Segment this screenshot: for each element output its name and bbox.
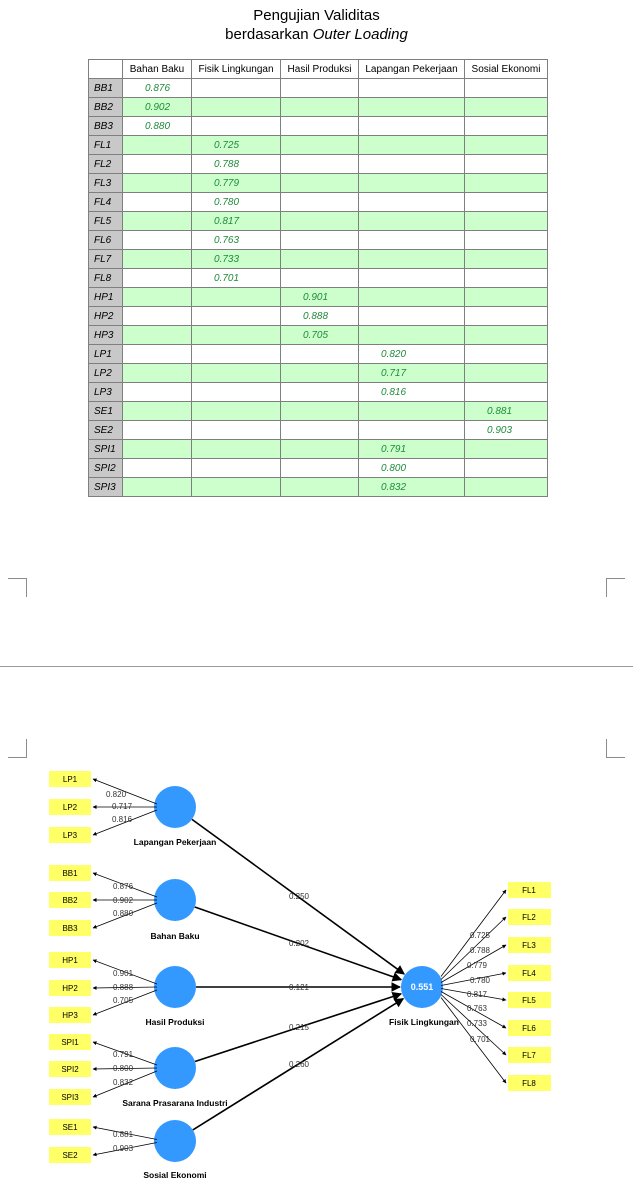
- construct-name: Bahan Baku: [150, 931, 200, 941]
- loading-value: 0.733: [466, 1019, 488, 1028]
- row-label: SE1: [89, 402, 123, 421]
- loading-cell: 0.901: [281, 288, 359, 307]
- indicator-label: LP2: [62, 803, 78, 812]
- construct-node: [154, 786, 196, 828]
- row-label: SPI3: [89, 478, 123, 497]
- loading-cell: 0.725: [192, 136, 281, 155]
- loading-cell: 0.788: [192, 155, 281, 174]
- path-coefficient: 0.215: [288, 1023, 310, 1032]
- loading-value: 0.902: [113, 896, 134, 905]
- construct-name: Lapangan Pekerjaan: [133, 837, 217, 847]
- loading-value: 0.876: [113, 882, 134, 891]
- loading-value: 0.880: [113, 909, 134, 918]
- row-label: HP2: [89, 307, 123, 326]
- construct-name: Hasil Produksi: [145, 1017, 205, 1027]
- indicator-label: FL2: [522, 913, 536, 922]
- loading-cell: 0.903: [465, 421, 548, 440]
- title-line1: Pengujian Validitas: [253, 7, 380, 24]
- loading-value: 0.780: [469, 976, 491, 985]
- row-label: BB2: [89, 98, 123, 117]
- indicator-label: LP3: [62, 831, 78, 840]
- loading-value: 0.791: [113, 1050, 134, 1059]
- indicator-label: FL1: [522, 886, 536, 895]
- indicator-label: FL3: [522, 941, 536, 950]
- row-label: FL3: [89, 174, 123, 193]
- loading-value: 0.717: [112, 802, 133, 811]
- indicator-label: SPI2: [61, 1065, 79, 1074]
- loading-value: 0.705: [113, 996, 134, 1005]
- indicator-label: FL7: [522, 1051, 536, 1060]
- loading-value: 0.817: [466, 990, 488, 999]
- row-label: BB1: [89, 79, 123, 98]
- loading-value: 0.888: [113, 983, 134, 992]
- construct-node: [154, 966, 196, 1008]
- row-label: SPI1: [89, 440, 123, 459]
- row-label: LP1: [89, 345, 123, 364]
- loading-value: 0.725: [469, 931, 491, 940]
- row-label: FL8: [89, 269, 123, 288]
- title-line2-prefix: berdasarkan: [225, 26, 313, 43]
- loading-value: 0.903: [113, 1144, 134, 1153]
- indicator-label: BB2: [62, 896, 78, 905]
- row-label: FL5: [89, 212, 123, 231]
- path-coefficient: 0.250: [288, 892, 310, 901]
- column-header: Sosial Ekonomi: [465, 60, 548, 79]
- loading-value: 0.816: [112, 815, 133, 824]
- construct-name: Sosial Ekonomi: [143, 1170, 207, 1180]
- row-label: FL6: [89, 231, 123, 250]
- loading-cell: 0.888: [281, 307, 359, 326]
- loading-cell: 0.763: [192, 231, 281, 250]
- indicator-label: FL8: [522, 1079, 536, 1088]
- loading-cell: 0.800: [359, 459, 465, 478]
- loading-cell: 0.816: [359, 383, 465, 402]
- loading-cell: 0.717: [359, 364, 465, 383]
- loading-cell: 0.876: [123, 79, 192, 98]
- indicator-label: BB3: [62, 924, 78, 933]
- title-line2-italic: Outer Loading: [312, 26, 408, 43]
- path-coefficient: 0.121: [288, 983, 310, 992]
- loading-cell: 0.779: [192, 174, 281, 193]
- indicator-label: HP2: [62, 984, 78, 993]
- row-label: FL4: [89, 193, 123, 212]
- indicator-label: HP3: [62, 1011, 78, 1020]
- loading-cell: 0.832: [359, 478, 465, 497]
- loading-value: 0.701: [469, 1035, 491, 1044]
- loading-cell: 0.902: [123, 98, 192, 117]
- loading-value: 0.788: [469, 946, 491, 955]
- loading-cell: 0.820: [359, 345, 465, 364]
- r-squared-value: 0.551: [410, 982, 434, 992]
- loading-value: 0.832: [113, 1078, 134, 1087]
- column-header: Fisik Lingkungan: [192, 60, 281, 79]
- indicator-label: SE2: [62, 1151, 78, 1160]
- loading-value: 0.901: [113, 969, 134, 978]
- construct-name: Fisik Lingkungan: [389, 1017, 459, 1027]
- row-label: SPI2: [89, 459, 123, 478]
- loading-value: 0.763: [466, 1004, 488, 1013]
- loading-cell: 0.705: [281, 326, 359, 345]
- indicator-label: FL5: [522, 996, 536, 1005]
- row-label: FL2: [89, 155, 123, 174]
- indicator-label: LP1: [62, 775, 78, 784]
- loading-cell: 0.817: [192, 212, 281, 231]
- loading-value: 0.820: [106, 790, 127, 799]
- column-header: Hasil Produksi: [281, 60, 359, 79]
- row-label: BB3: [89, 117, 123, 136]
- loading-value: 0.779: [466, 961, 488, 970]
- row-label: HP3: [89, 326, 123, 345]
- row-label: LP3: [89, 383, 123, 402]
- indicator-label: SE1: [62, 1123, 78, 1132]
- loading-value: 0.881: [113, 1130, 134, 1139]
- loading-value: 0.800: [113, 1064, 134, 1073]
- indicator-label: SPI3: [61, 1093, 79, 1102]
- loading-cell: 0.701: [192, 269, 281, 288]
- path-coefficient: 0.260: [288, 1060, 310, 1069]
- indicator-label: BB1: [62, 869, 78, 878]
- row-label: FL7: [89, 250, 123, 269]
- loading-cell: 0.733: [192, 250, 281, 269]
- loading-cell: 0.791: [359, 440, 465, 459]
- construct-node: [154, 879, 196, 921]
- loading-cell: 0.780: [192, 193, 281, 212]
- row-label: HP1: [89, 288, 123, 307]
- row-label: FL1: [89, 136, 123, 155]
- column-header: Bahan Baku: [123, 60, 192, 79]
- construct-node: [154, 1120, 196, 1162]
- row-label: SE2: [89, 421, 123, 440]
- indicator-label: FL4: [522, 969, 536, 978]
- column-header: Lapangan Pekerjaan: [359, 60, 465, 79]
- construct-name: Sarana Prasarana Industri: [122, 1098, 228, 1108]
- loading-cell: 0.881: [465, 402, 548, 421]
- row-label: LP2: [89, 364, 123, 383]
- loading-cell: 0.880: [123, 117, 192, 136]
- path-coefficient: 0.202: [288, 939, 310, 948]
- indicator-label: SPI1: [61, 1038, 79, 1047]
- construct-node: [154, 1047, 196, 1089]
- indicator-label: HP1: [62, 956, 78, 965]
- indicator-label: FL6: [522, 1024, 536, 1033]
